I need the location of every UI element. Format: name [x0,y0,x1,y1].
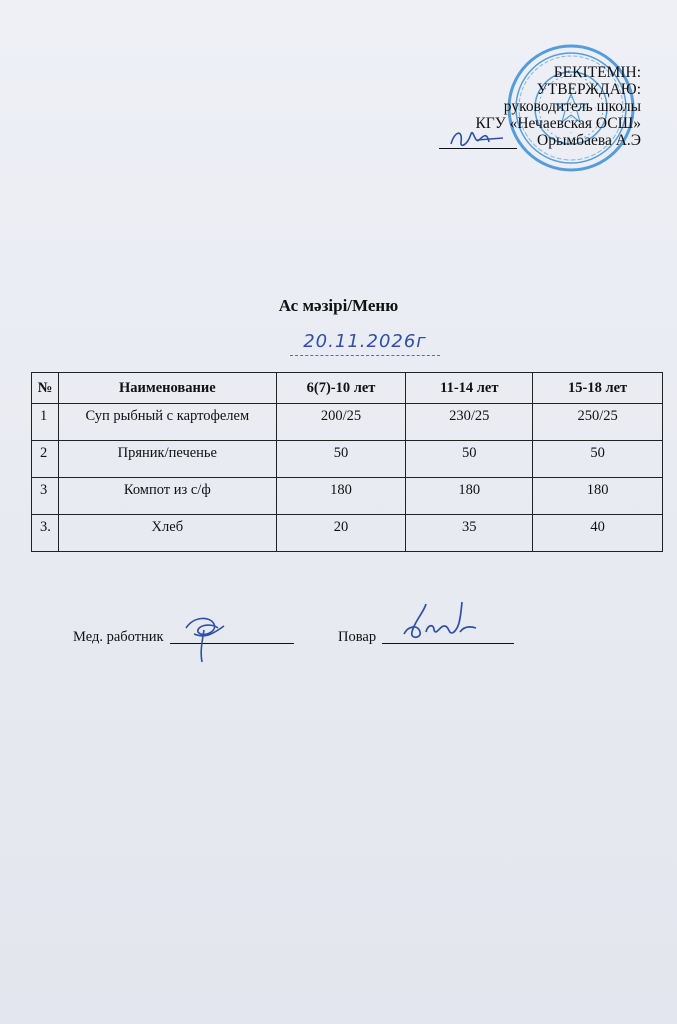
row-portion-6-10: 200/25 [276,404,406,441]
row-portion-15-18: 180 [533,478,663,515]
menu-table [31,372,663,552]
row-portion-6-10: 20 [276,515,406,552]
row-portion-11-14: 50 [406,441,533,478]
row-dish: Пряник/печенье [58,441,276,478]
table-row [32,478,663,515]
row-portion-11-14: 230/25 [406,404,533,441]
row-portion-6-10: 50 [276,441,406,478]
approval-ru: УТВЕРЖДАЮ: [536,81,641,98]
director-signature [447,126,507,150]
row-number: 3 [32,478,59,515]
row-portion-11-14: 180 [406,478,533,515]
med-worker-signature [180,612,230,666]
approval-organization: КГУ «Нечаевская ОСШ» [475,115,641,132]
row-dish: Компот из с/ф [58,478,276,515]
cook-label: Повар [338,629,377,645]
med-worker-label: Мед. работник [73,629,164,645]
row-dish: Хлеб [58,515,276,552]
header-name: Наименование [58,373,276,404]
approval-signature-row [421,132,641,149]
header-age-15-18: 15-18 лет [533,373,663,404]
page-title: Ас мәзірі/Меню [278,296,399,315]
approval-position: руководитель школы [503,98,641,115]
row-portion-15-18: 50 [533,441,663,478]
table-header-row [32,373,663,404]
table-row [32,515,663,552]
row-portion-11-14: 35 [406,515,533,552]
row-number: 3. [32,515,59,552]
handwritten-date: 20.11.2026г [290,333,440,356]
director-signature-line [439,134,517,149]
row-number: 1 [32,404,59,441]
table-row [32,404,663,441]
row-portion-15-18: 40 [533,515,663,552]
row-number: 2 [32,441,59,478]
header-number: № [32,373,59,404]
table-row [32,441,663,478]
row-dish: Суп рыбный с картофелем [58,404,276,441]
approval-block [421,64,641,149]
header-age-11-14: 11-14 лет [406,373,533,404]
row-portion-6-10: 180 [276,478,406,515]
cook-signature [400,598,480,646]
approval-kz: БЕКІТЕМІН: [553,64,641,81]
row-portion-15-18: 250/25 [533,404,663,441]
header-age-6-10: 6(7)-10 лет [276,373,406,404]
director-name: Орымбаева А.Э [537,132,641,149]
